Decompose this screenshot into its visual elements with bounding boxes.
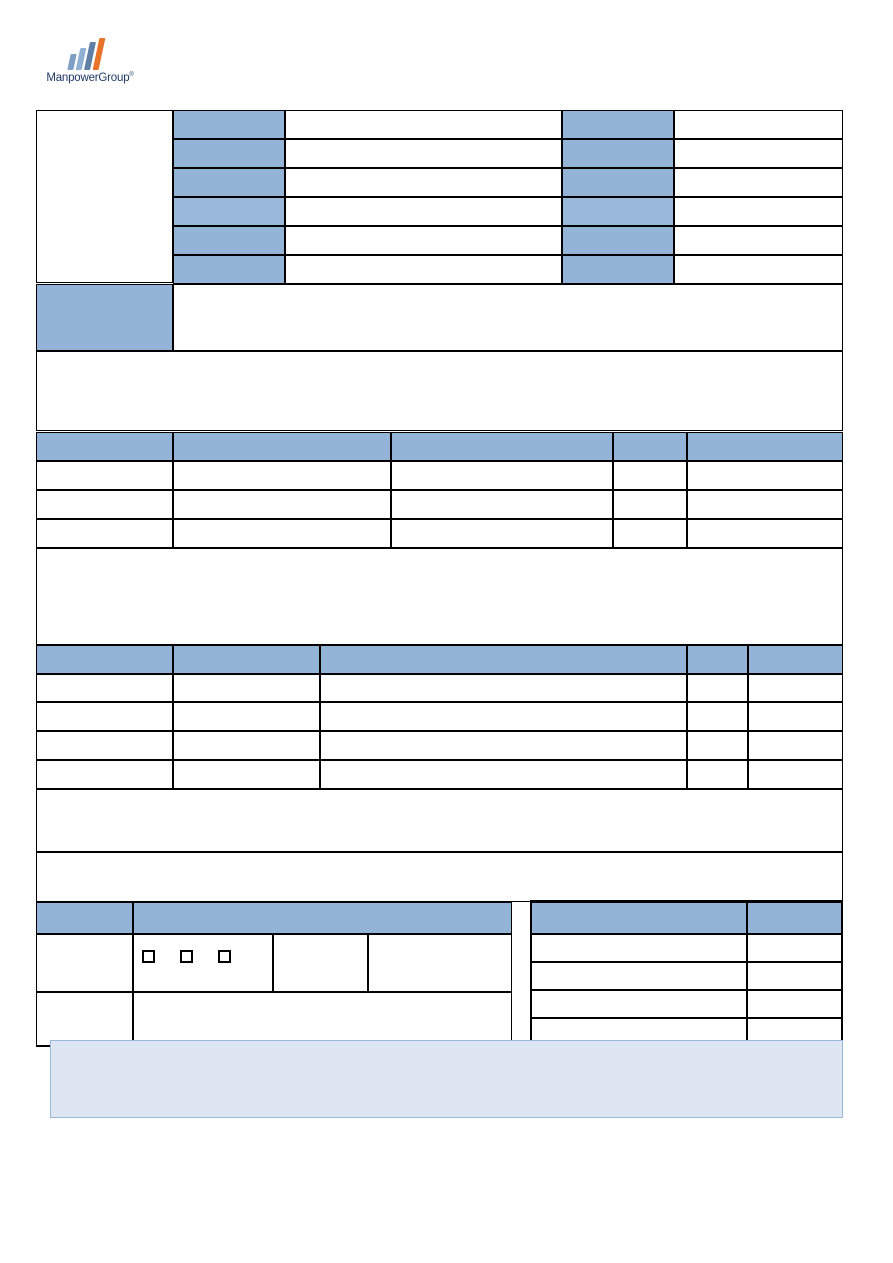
identity-row-1-label <box>173 139 285 168</box>
table-b-cell-0-0 <box>37 675 172 681</box>
identity-row-3-value[interactable] <box>285 197 562 226</box>
table-row[interactable] <box>36 490 173 519</box>
table-b-header-4 <box>748 645 843 674</box>
identity-row-4-label2-text <box>563 227 673 233</box>
table-row[interactable] <box>36 731 173 760</box>
bottom-left-row1-label-text <box>37 935 132 941</box>
table-b-cell-0-4 <box>749 675 842 681</box>
table-a-header-3-text <box>614 433 686 439</box>
identity-row-5-value2-text <box>675 256 842 262</box>
identity-row-3-value-text <box>286 198 561 204</box>
identity-row-0-label2 <box>562 110 674 139</box>
bottom-right-header-0 <box>531 902 747 934</box>
bottom-left-row2-value-text <box>134 993 511 999</box>
table-row[interactable] <box>748 760 843 789</box>
trademark-symbol: ® <box>129 72 134 79</box>
table-a-cell-1-0 <box>37 491 172 497</box>
bottom-right-cell-2-1 <box>748 991 842 997</box>
table-row[interactable] <box>173 702 320 731</box>
identity-row-1-label-text <box>174 140 284 146</box>
table-row[interactable] <box>173 731 320 760</box>
bottom-left-checkbox-group[interactable] <box>133 934 273 992</box>
bottom-left-row1-right[interactable] <box>368 934 512 992</box>
table-row[interactable] <box>687 461 843 490</box>
table-b-header-3-text <box>688 646 747 652</box>
rule-bottom-right-left <box>530 900 532 1047</box>
identity-row-5-label2 <box>562 255 674 284</box>
identity-row-2-label-text <box>174 169 284 175</box>
free-text-block-1[interactable] <box>36 351 843 431</box>
table-b-cell-2-3 <box>688 732 747 738</box>
table-a-header-3 <box>613 432 687 461</box>
bottom-right-cell-0-1 <box>748 935 842 941</box>
table-b-cell-1-2 <box>321 703 686 709</box>
table-row[interactable] <box>173 519 391 548</box>
identity-row-5-label <box>173 255 285 284</box>
table-row[interactable] <box>320 702 687 731</box>
free-text-block-1-text <box>37 352 842 358</box>
table-row[interactable] <box>36 461 173 490</box>
identity-row-2-label2-text <box>563 169 673 175</box>
table-a-cell-1-4 <box>688 491 842 497</box>
identity-row-2-value2-text <box>675 169 842 175</box>
bottom-left-row1-mid-text <box>274 935 367 941</box>
table-row[interactable] <box>687 490 843 519</box>
identity-row-4-value2[interactable] <box>674 226 843 255</box>
table-row[interactable] <box>747 934 843 962</box>
identity-row-0-label2-text <box>563 111 673 117</box>
table-a-cell-1-2 <box>392 491 612 497</box>
table-b-cell-3-0 <box>37 761 172 767</box>
identity-row-4-value-text <box>286 227 561 233</box>
brand-name-text: ManpowerGroup <box>46 72 130 84</box>
table-a-header-2-text <box>392 433 612 439</box>
bottom-right-header-0-text <box>532 903 746 909</box>
table-row[interactable] <box>687 731 748 760</box>
table-a-cell-0-1 <box>174 462 390 468</box>
bottom-left-row2-label <box>36 992 133 1046</box>
table-row[interactable] <box>748 674 843 702</box>
table-a-header-0 <box>36 432 173 461</box>
table-row[interactable] <box>391 490 613 519</box>
identity-row-2-value-text <box>286 169 561 175</box>
table-row[interactable] <box>391 519 613 548</box>
identity-row-1-label2-text <box>563 140 673 146</box>
identity-row-1-value2[interactable] <box>674 139 843 168</box>
identity-row-5-value-text <box>286 256 561 262</box>
table-a-header-2 <box>391 432 613 461</box>
identity-row-4-label <box>173 226 285 255</box>
table-b-header-1-text <box>174 646 319 652</box>
table-b-header-3 <box>687 645 748 674</box>
table-row[interactable] <box>747 990 843 1018</box>
identity-row-3-value2[interactable] <box>674 197 843 226</box>
table-b-cell-0-2 <box>321 675 686 681</box>
table-a-cell-1-1 <box>174 491 390 497</box>
table-a-header-4 <box>687 432 843 461</box>
bottom-left-row1-right-text <box>369 935 511 941</box>
table-b-cell-2-4 <box>749 732 842 738</box>
table-a-cell-0-2 <box>392 462 612 468</box>
identity-row-3-value2-text <box>675 198 842 204</box>
identity-row-5-label2-text <box>563 256 673 262</box>
table-b-header-2-text <box>321 646 686 652</box>
bottom-left-row1-mid[interactable] <box>273 934 368 992</box>
table-b-cell-3-4 <box>749 761 842 767</box>
table-a-cell-2-2 <box>392 520 612 526</box>
table-row[interactable] <box>687 519 843 548</box>
bottom-right-cell-3-0 <box>532 1019 746 1025</box>
table-row[interactable] <box>36 702 173 731</box>
identity-row-3-label2 <box>562 197 674 226</box>
bottom-right-cell-0-0 <box>532 935 746 941</box>
identity-row-4-label2 <box>562 226 674 255</box>
identity-row-4-label-text <box>174 227 284 233</box>
identity-row-5-label-text <box>174 256 284 262</box>
table-row[interactable] <box>320 731 687 760</box>
identity-left-label <box>37 111 172 117</box>
identity-row-0-label-text <box>174 111 284 117</box>
table-row[interactable] <box>747 962 843 990</box>
table-row[interactable] <box>531 990 747 1018</box>
free-text-block-4[interactable] <box>36 852 843 902</box>
bottom-right-header-1-text <box>748 903 842 909</box>
bottom-left-header-value <box>133 902 512 934</box>
bottom-right-cell-2-0 <box>532 991 746 997</box>
table-a-cell-2-0 <box>37 520 172 526</box>
table-b-header-4-text <box>749 646 842 652</box>
table-row[interactable] <box>748 731 843 760</box>
table-row[interactable] <box>36 674 173 702</box>
table-b-cell-2-1 <box>174 732 319 738</box>
summary-value-cell[interactable] <box>173 284 843 351</box>
identity-row-1-value2-text <box>675 140 842 146</box>
table-row[interactable] <box>531 934 747 962</box>
table-b-cell-0-1 <box>174 675 319 681</box>
summary-label-text <box>37 285 172 291</box>
checkbox-option-1[interactable] <box>142 950 155 963</box>
table-a-cell-2-3 <box>614 520 686 526</box>
identity-row-2-value[interactable] <box>285 168 562 197</box>
table-row[interactable] <box>748 702 843 731</box>
identity-row-4-value2-text <box>675 227 842 233</box>
bottom-left-row2-value[interactable] <box>133 992 512 1046</box>
summary-value-text <box>174 285 842 291</box>
table-a-cell-1-3 <box>614 491 686 497</box>
identity-row-3-label-text <box>174 198 284 204</box>
bottom-right-cell-3-1 <box>748 1019 842 1025</box>
identity-row-0-value-text <box>286 111 561 117</box>
manpowergroup-bars-logo <box>55 36 125 70</box>
free-text-block-2-text <box>37 549 842 555</box>
rule-bottom-right-right <box>841 900 843 1047</box>
summary-label-cell <box>36 284 173 351</box>
identity-row-0-value[interactable] <box>285 110 562 139</box>
checkbox-option-2[interactable] <box>180 950 193 963</box>
bottom-right-cell-1-1 <box>748 963 842 969</box>
table-row[interactable] <box>36 519 173 548</box>
table-row[interactable] <box>173 490 391 519</box>
table-a-cell-0-0 <box>37 462 172 468</box>
identity-row-1-value-text <box>286 140 561 146</box>
table-a-header-1-text <box>174 433 390 439</box>
bottom-right-header-1 <box>747 902 843 934</box>
table-row[interactable] <box>36 760 173 789</box>
table-a-cell-0-4 <box>688 462 842 468</box>
identity-row-2-value2[interactable] <box>674 168 843 197</box>
table-a-cell-2-4 <box>688 520 842 526</box>
bottom-left-header-label-text <box>37 903 132 909</box>
identity-row-1-value[interactable] <box>285 139 562 168</box>
free-text-block-2[interactable] <box>36 548 843 645</box>
free-text-block-4-text <box>37 853 842 859</box>
bottom-left-row2-label-text <box>37 993 132 999</box>
identity-row-1-label2 <box>562 139 674 168</box>
table-b-cell-3-1 <box>174 761 319 767</box>
free-text-block-3-text <box>37 790 842 796</box>
brand-logo <box>36 36 144 102</box>
table-row[interactable] <box>173 674 320 702</box>
table-b-header-0 <box>36 645 173 674</box>
table-row[interactable] <box>173 760 320 789</box>
table-row[interactable] <box>613 490 687 519</box>
identity-row-5-value2[interactable] <box>674 255 843 284</box>
identity-row-3-label2-text <box>563 198 673 204</box>
footer-note <box>50 1040 843 1118</box>
table-b-cell-3-3 <box>688 761 747 767</box>
table-b-cell-1-3 <box>688 703 747 709</box>
identity-row-0-value2[interactable] <box>674 110 843 139</box>
identity-row-3-label <box>173 197 285 226</box>
table-row[interactable] <box>320 760 687 789</box>
footer-note-text <box>51 1041 842 1047</box>
table-b-cell-0-3 <box>688 675 747 681</box>
table-b-cell-2-2 <box>321 732 686 738</box>
table-b-cell-2-0 <box>37 732 172 738</box>
identity-row-5-value[interactable] <box>285 255 562 284</box>
table-a-header-4-text <box>688 433 842 439</box>
rule-bottom-right-top <box>531 900 843 902</box>
table-row[interactable] <box>687 760 748 789</box>
checkbox-option-3[interactable] <box>218 950 231 963</box>
identity-row-0-label <box>173 110 285 139</box>
identity-row-2-label2 <box>562 168 674 197</box>
identity-row-4-value[interactable] <box>285 226 562 255</box>
identity-row-2-label <box>173 168 285 197</box>
identity-left-label-cell <box>36 110 173 283</box>
brand-name <box>36 72 144 84</box>
table-row[interactable] <box>320 674 687 702</box>
table-a-cell-0-3 <box>614 462 686 468</box>
table-row[interactable] <box>687 702 748 731</box>
table-b-cell-1-1 <box>174 703 319 709</box>
table-b-header-1 <box>173 645 320 674</box>
table-row[interactable] <box>613 519 687 548</box>
bottom-left-header-label <box>36 902 133 934</box>
free-text-block-3[interactable] <box>36 789 843 852</box>
bottom-left-header-value-text <box>134 903 511 909</box>
identity-row-0-value2-text <box>675 111 842 117</box>
table-row[interactable] <box>173 461 391 490</box>
table-row[interactable] <box>391 461 613 490</box>
table-b-header-2 <box>320 645 687 674</box>
table-row[interactable] <box>687 674 748 702</box>
table-row[interactable] <box>531 962 747 990</box>
table-b-header-0-text <box>37 646 172 652</box>
table-b-cell-3-2 <box>321 761 686 767</box>
table-a-cell-2-1 <box>174 520 390 526</box>
table-b-cell-1-0 <box>37 703 172 709</box>
table-b-cell-1-4 <box>749 703 842 709</box>
table-a-header-0-text <box>37 433 172 439</box>
table-a-header-1 <box>173 432 391 461</box>
bottom-left-row1-label <box>36 934 133 992</box>
table-row[interactable] <box>613 461 687 490</box>
bottom-right-cell-1-0 <box>532 963 746 969</box>
